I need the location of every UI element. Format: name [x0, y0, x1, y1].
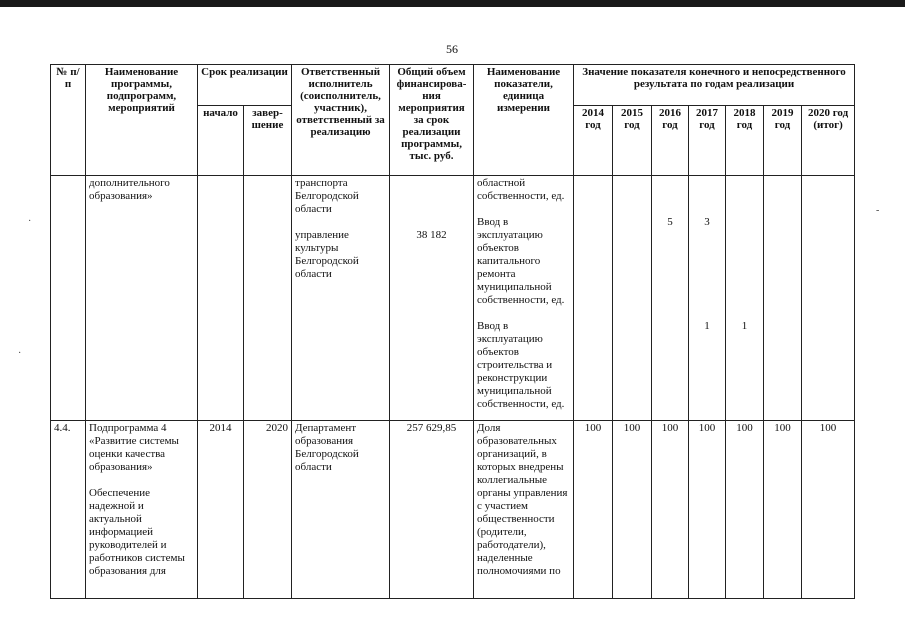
program-table — [50, 64, 855, 599]
col-end-header: завер-шение — [244, 106, 292, 176]
scan-speck: · — [18, 348, 22, 359]
year-2017-header: 2017 год — [689, 106, 726, 176]
col-term-header: Срок реализации — [198, 65, 292, 106]
row2-end: 2020 — [244, 421, 292, 599]
year-2014-header: 2014 год — [574, 106, 613, 176]
row1-v2019 — [764, 176, 802, 421]
col-start-header: начало — [198, 106, 244, 176]
row2-v2015: 100 — [613, 421, 652, 599]
col-values-header: Значение показателя конечного и непосредственного результата по годам реализации — [574, 65, 855, 106]
row2-v2014: 100 — [574, 421, 613, 599]
row2-start: 2014 — [198, 421, 244, 599]
page-number: 56 — [446, 42, 458, 56]
row2-funding: 257 629,85 — [390, 421, 474, 599]
row2-name-cell — [86, 421, 198, 599]
col-name-header: Наименование программы, подпрограмм, мероприятий — [86, 65, 198, 176]
year-2015-header: 2015 год — [613, 106, 652, 176]
year-2020-header: 2020 год (итог) — [802, 106, 855, 176]
row1-indicator-2: Ввод в эксплуатацию объектов капитального ремонта муниципальной собственности, ед. — [477, 216, 565, 306]
row2-v2020: 100 — [802, 421, 855, 599]
scan-speck: · — [28, 216, 32, 227]
row1-name: дополнительного образования» — [86, 176, 198, 421]
col-executor-header: Ответственный исполнитель (соисполнитель, участник), ответственный за реализацию — [292, 65, 390, 176]
scan-border — [0, 0, 905, 7]
row2-v2018: 100 — [726, 421, 764, 599]
row1-v2014 — [574, 176, 613, 421]
row1-executor — [292, 176, 390, 421]
row1-v2017-construction: 1 — [704, 320, 710, 332]
row1-indicator-1: областной собственности, ед. — [477, 177, 565, 202]
header-row — [51, 65, 855, 106]
row2-executor: Департамент образования Белгородской области — [292, 421, 390, 599]
row1-v2020 — [802, 176, 855, 421]
row2-v2019: 100 — [764, 421, 802, 599]
row2-indicator: Доля образовательных организаций, в которых внедрены коллегиальные органы управления с участием общественности (родители, работодатели), наделенные полномочиями по — [474, 421, 574, 599]
row1-end — [244, 176, 292, 421]
row2-v2016: 100 — [652, 421, 689, 599]
row1-v2017-cell — [689, 176, 726, 421]
col-indicator-header: Наименование показатели, единица измерении — [474, 65, 574, 176]
row1-funding: 38 182 — [416, 229, 447, 241]
row1-v2016-cell — [652, 176, 689, 421]
row1-start — [198, 176, 244, 421]
row1-executor-culture: управление культуры Белгородской области — [295, 229, 359, 280]
row2-v2017: 100 — [689, 421, 726, 599]
row2-activity: Обеспечение надежной и актуальной информацией руководителей и работников системы образования для — [89, 487, 185, 577]
year-2018-header: 2018 год — [726, 106, 764, 176]
row1-v2018-construction: 1 — [741, 320, 748, 332]
table-row — [51, 176, 855, 421]
col-num-header: № п/п — [51, 65, 86, 176]
scan-speck: - — [876, 205, 880, 216]
col-funding-header: Общий объем финансирова-ния мероприятия за срок реализации программы, тыс. руб. — [390, 65, 474, 176]
row1-funding-cell — [390, 176, 474, 421]
row1-v2018-cell — [726, 176, 764, 421]
row1-v2017-capital: 3 — [704, 216, 710, 228]
row1-v2015 — [613, 176, 652, 421]
row2-num: 4.4. — [51, 421, 86, 599]
row1-v2016: 5 — [667, 216, 673, 228]
year-2016-header: 2016 год — [652, 106, 689, 176]
row1-indicator-3: Ввод в эксплуатацию объектов строительства и реконструкции муниципальной собственности, ед. — [477, 320, 565, 410]
row1-num — [51, 176, 86, 421]
year-2019-header: 2019 год — [764, 106, 802, 176]
row2-subprogram: Подпрограмма 4 «Развитие системы оценки качества образования» — [89, 422, 179, 473]
table-row — [51, 421, 855, 599]
row1-indicator — [474, 176, 574, 421]
row1-executor-transport: транспорта Белгородской области — [295, 177, 359, 215]
